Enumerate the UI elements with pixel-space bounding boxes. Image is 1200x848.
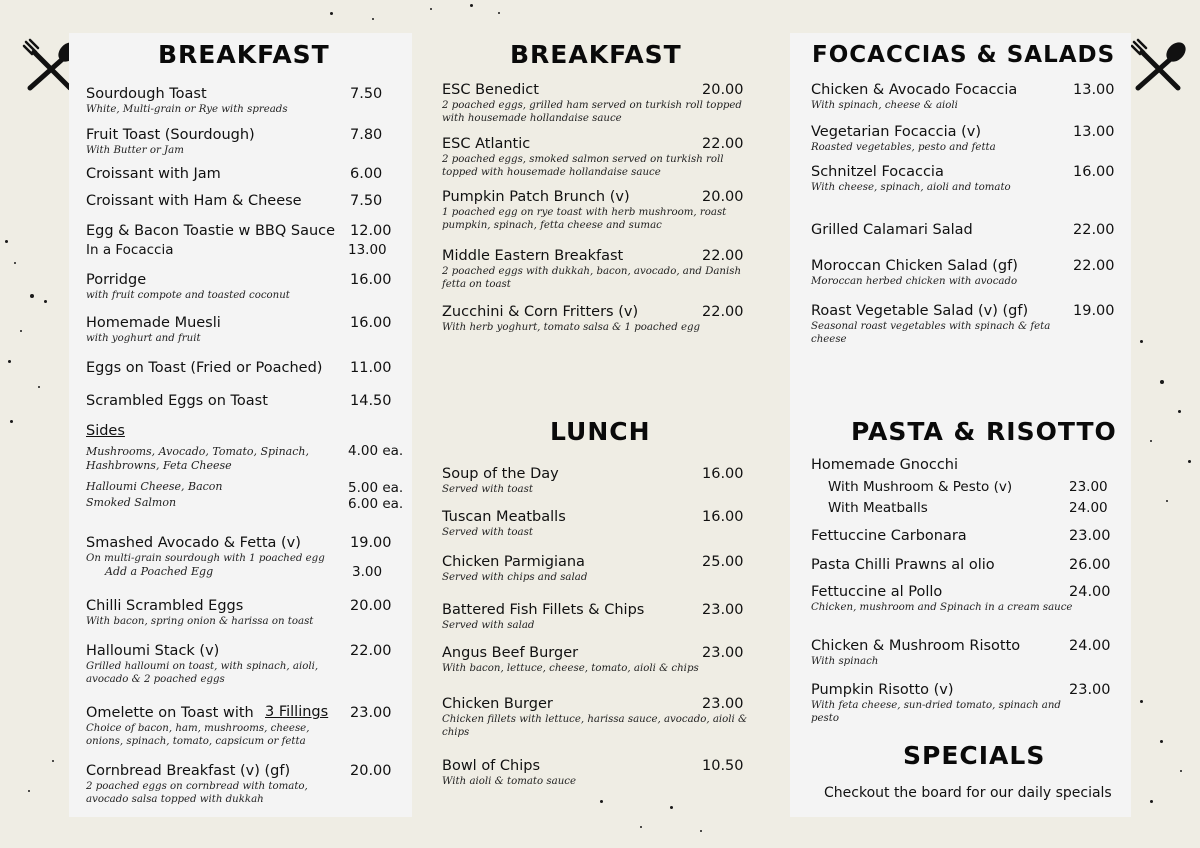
item-description: 2 poached eggs with dukkah, bacon, avocado, and Danish fetta on toast xyxy=(442,266,742,290)
item-price: 10.50 xyxy=(702,758,744,774)
heading-specials: SPECIALS xyxy=(903,741,1046,770)
sides-list: Mushrooms, Avocado, Tomato, Spinach, Hashbrowns, Feta Cheese xyxy=(86,445,309,472)
item-description: with fruit compote and toasted coconut xyxy=(86,290,290,301)
item-name: Halloumi Stack (v) xyxy=(86,643,220,659)
item-name: ESC Atlantic xyxy=(442,136,531,152)
item-name: Tuscan Meatballs xyxy=(442,509,566,525)
item-price: 23.00 xyxy=(1069,479,1108,495)
sides-list: Halloumi Cheese, Bacon xyxy=(86,480,223,493)
item-price: 23.00 xyxy=(702,696,744,712)
item-price: 22.00 xyxy=(350,643,392,659)
item-description: 1 poached egg on rye toast with herb mushroom, roast pumpkin, spinach, fetta cheese and sumac xyxy=(442,207,727,231)
item-name: Fruit Toast (Sourdough) xyxy=(86,127,255,143)
sides-price: 5.00 ea. xyxy=(348,480,404,496)
item-description: Chicken fillets with lettuce, harissa sauce, avocado, aioli & chips xyxy=(442,714,748,738)
item-description: Grilled halloumi on toast, with spinach, aioli, avocado & 2 poached eggs xyxy=(86,661,319,685)
item-description: White, Multi-grain or Rye with spreads xyxy=(86,104,288,115)
item-price: 13.00 xyxy=(348,242,387,258)
item-description: Served with toast xyxy=(442,484,533,495)
heading-focaccias-salads: FOCACCIAS & SALADS xyxy=(812,42,1116,68)
heading-breakfast-2: BREAKFAST xyxy=(510,40,682,69)
item-price: 7.50 xyxy=(350,193,383,209)
item-price: 16.00 xyxy=(702,509,744,525)
item-description: With cheese, spinach, aioli and tomato xyxy=(811,182,1011,193)
item-name: Schnitzel Focaccia xyxy=(811,164,944,180)
item-name: Eggs on Toast (Fried or Poached) xyxy=(86,360,323,376)
fork-spoon-icon xyxy=(1130,38,1186,94)
item-name: Bowl of Chips xyxy=(442,758,541,774)
item-price: 16.00 xyxy=(350,272,392,288)
item-name: Fettuccine al Pollo xyxy=(811,584,943,600)
item-subname: With Meatballs xyxy=(828,500,928,516)
item-price: 16.00 xyxy=(702,466,744,482)
item-name: Roast Vegetable Salad (v) (gf) xyxy=(811,303,1029,319)
sides-list: Smoked Salmon xyxy=(86,496,177,509)
item-price: 23.00 xyxy=(702,602,744,618)
item-name: Sourdough Toast xyxy=(86,86,207,102)
item-price: 24.00 xyxy=(1069,638,1111,654)
item-name: Cornbread Breakfast (v) (gf) xyxy=(86,763,291,779)
item-description: Served with chips and salad xyxy=(442,572,588,583)
item-name: Battered Fish Fillets & Chips xyxy=(442,602,645,618)
item-price: 20.00 xyxy=(350,763,392,779)
item-description: with yoghurt and fruit xyxy=(86,333,201,344)
item-description: With herb yoghurt, tomato salsa & 1 poached egg xyxy=(442,322,701,333)
item-description: Served with salad xyxy=(442,620,535,631)
item-price: 23.00 xyxy=(702,645,744,661)
item-price: 14.50 xyxy=(350,393,392,409)
item-price: 12.00 xyxy=(350,223,392,239)
item-price: 11.00 xyxy=(350,360,392,376)
item-name: Angus Beef Burger xyxy=(442,645,579,661)
item-name: Chicken & Avocado Focaccia xyxy=(811,82,1018,98)
add-egg-option: Add a Poached Egg xyxy=(105,565,214,578)
item-name: Chicken & Mushroom Risotto xyxy=(811,638,1021,654)
item-price: 20.00 xyxy=(702,189,744,205)
item-description: Choice of bacon, ham, mushrooms, cheese, onions, spinach, tomato, capsicum or fetta xyxy=(86,723,310,747)
item-price: 16.00 xyxy=(1073,164,1115,180)
item-name: Grilled Calamari Salad xyxy=(811,222,973,238)
item-name: Homemade Muesli xyxy=(86,315,221,331)
item-price: 25.00 xyxy=(702,554,744,570)
item-price: 13.00 xyxy=(1073,124,1115,140)
item-name: Pumpkin Patch Brunch (v) xyxy=(442,189,630,205)
sides-label: Sides xyxy=(86,423,125,439)
item-name: Omelette on Toast with xyxy=(86,705,254,721)
item-price: 7.80 xyxy=(350,127,383,143)
item-name: Egg & Bacon Toastie w BBQ Sauce xyxy=(86,223,336,239)
item-name: Croissant with Jam xyxy=(86,166,221,182)
item-price: 19.00 xyxy=(1073,303,1115,319)
item-price: 22.00 xyxy=(702,136,744,152)
item-description: 2 poached eggs, smoked salmon served on turkish roll topped with housemade hollandaise sauce xyxy=(442,154,724,178)
item-price: 23.00 xyxy=(1069,528,1111,544)
fillings-link-text: 3 Fillings xyxy=(265,704,329,720)
item-description: Chicken, mushroom and Spinach in a cream sauce xyxy=(811,602,1073,613)
item-name: Soup of the Day xyxy=(442,466,559,482)
item-name: Croissant with Ham & Cheese xyxy=(86,193,302,209)
item-price: 6.00 xyxy=(350,166,383,182)
item-name: Smashed Avocado & Fetta (v) xyxy=(86,535,301,551)
item-price: 19.00 xyxy=(350,535,392,551)
item-price: 23.00 xyxy=(350,705,392,721)
item-description: Moroccan herbed chicken with avocado xyxy=(811,276,1018,287)
heading-pasta-risotto: PASTA & RISOTTO xyxy=(851,417,1117,446)
item-name: Chilli Scrambled Eggs xyxy=(86,598,244,614)
item-description: With feta cheese, sun-dried tomato, spinach and pesto xyxy=(811,700,1061,724)
item-name: ESC Benedict xyxy=(442,82,539,98)
item-price: 20.00 xyxy=(350,598,392,614)
item-description: With aioli & tomato sauce xyxy=(442,776,576,787)
item-description: 2 poached eggs, grilled ham served on turkish roll topped with housemade hollandaise sauce xyxy=(442,100,742,124)
item-name: Pasta Chilli Prawns al olio xyxy=(811,557,995,573)
item-price: 13.00 xyxy=(1073,82,1115,98)
item-description: With bacon, spring onion & harissa on toast xyxy=(86,616,314,627)
item-description: Seasonal roast vegetables with spinach & feta cheese xyxy=(811,321,1051,345)
item-description: Served with toast xyxy=(442,527,533,538)
item-name: Fettuccine Carbonara xyxy=(811,528,967,544)
specials-note: Checkout the board for our daily specials xyxy=(824,785,1112,801)
item-description: Roasted vegetables, pesto and fetta xyxy=(811,142,996,153)
item-name: Porridge xyxy=(86,272,147,288)
item-price: 20.00 xyxy=(702,82,744,98)
item-description: With spinach xyxy=(811,656,879,667)
item-subname: With Mushroom & Pesto (v) xyxy=(828,479,1013,495)
item-price: 23.00 xyxy=(1069,682,1111,698)
heading-breakfast: BREAKFAST xyxy=(158,40,330,69)
item-price: 26.00 xyxy=(1069,557,1111,573)
item-description: With bacon, lettuce, cheese, tomato, aioli & chips xyxy=(442,663,699,674)
item-price: 22.00 xyxy=(1073,222,1115,238)
item-name: Moroccan Chicken Salad (gf) xyxy=(811,258,1018,274)
heading-lunch: LUNCH xyxy=(550,417,651,446)
item-name: Vegetarian Focaccia (v) xyxy=(811,124,981,140)
item-name: Homemade Gnocchi xyxy=(811,457,959,473)
item-price: 7.50 xyxy=(350,86,383,102)
item-description: On multi-grain sourdough with 1 poached egg xyxy=(86,553,325,564)
item-price: 22.00 xyxy=(702,304,744,320)
add-egg-price: 3.00 xyxy=(352,564,383,580)
item-description: With spinach, cheese & aioli xyxy=(811,100,958,111)
item-description: 2 poached eggs on cornbread with tomato, avocado salsa topped with dukkah xyxy=(86,781,308,805)
item-name: Scrambled Eggs on Toast xyxy=(86,393,268,409)
item-price: 22.00 xyxy=(702,248,744,264)
sides-price: 4.00 ea. xyxy=(348,443,404,459)
item-description: With Butter or Jam xyxy=(86,145,184,156)
sides-price: 6.00 ea. xyxy=(348,496,404,512)
item-name: Chicken Parmigiana xyxy=(442,554,585,570)
item-price: 16.00 xyxy=(350,315,392,331)
item-name: Zucchini & Corn Fritters (v) xyxy=(442,304,639,320)
item-price: 22.00 xyxy=(1073,258,1115,274)
item-price: 24.00 xyxy=(1069,584,1111,600)
item-name: Pumpkin Risotto (v) xyxy=(811,682,954,698)
item-name: Middle Eastern Breakfast xyxy=(442,248,624,264)
item-subname: In a Focaccia xyxy=(86,242,174,258)
item-name: Chicken Burger xyxy=(442,696,553,712)
item-price: 24.00 xyxy=(1069,500,1108,516)
